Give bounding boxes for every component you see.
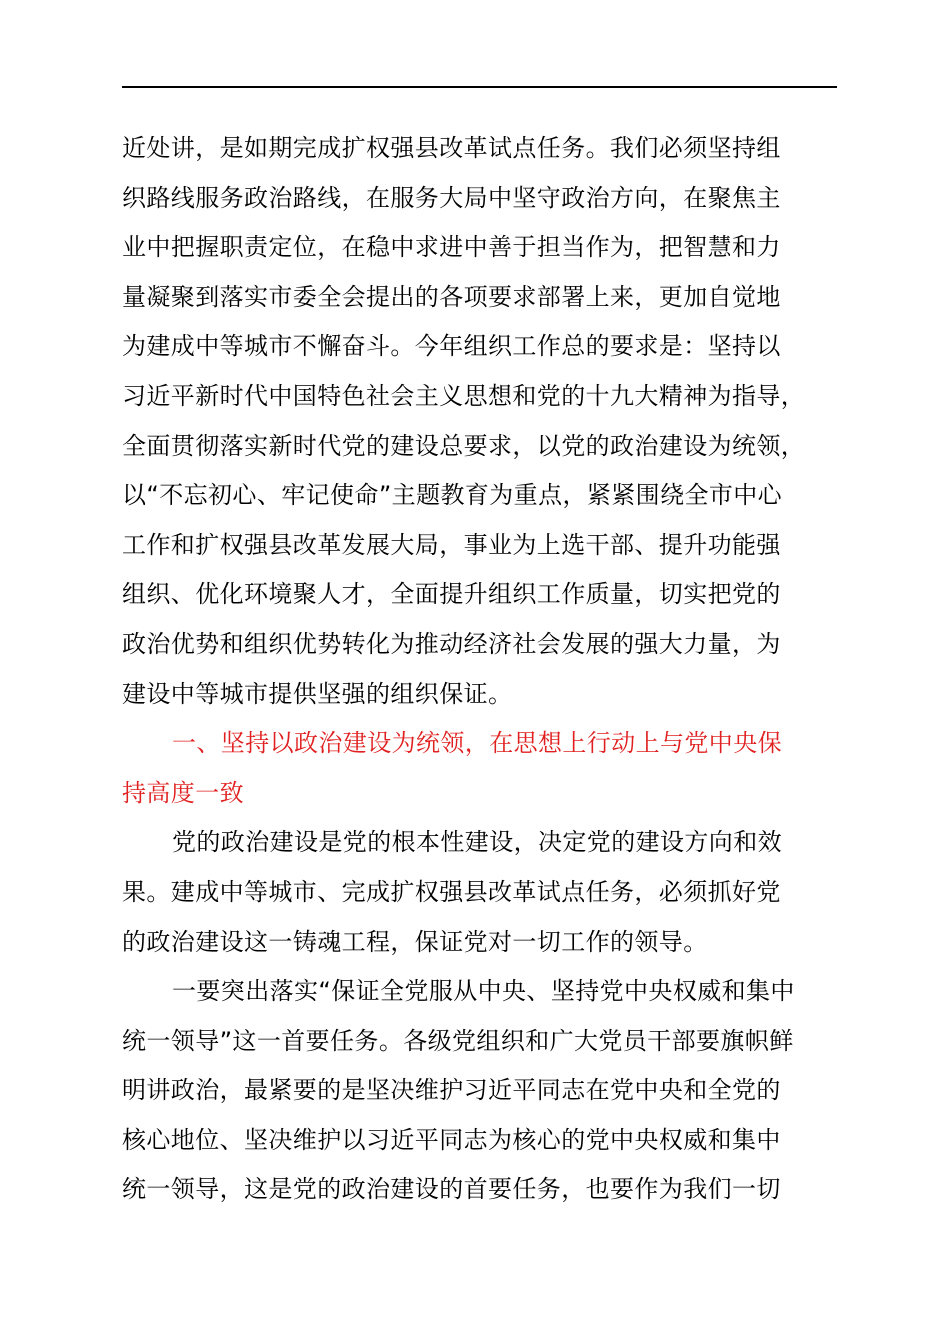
text-line: 建设中等城市提供坚强的组织保证。 (122, 679, 513, 708)
header-rule (122, 86, 837, 88)
text-line: 组织、优化环境聚人才，全面提升组织工作质量，切实把党的 (122, 580, 781, 609)
text-line: 织路线服务政治路线，在服务大局中坚守政治方向，在聚焦主 (122, 183, 781, 212)
text-line: 业中把握职责定位，在稳中求进中善于担当作为，把智慧和力 (122, 233, 781, 262)
text-line: 近处讲，是如期完成扩权强县改革试点任务。我们必须坚持组 (122, 134, 781, 162)
text-line: 统一领导，这是党的政治建设的首要任务，也要作为我们一切 (122, 1175, 781, 1204)
text-line: 核心地位、坚决维护以习近平同志为核心的党中央权威和集中 (122, 1125, 781, 1154)
text-line: 全面贯彻落实新时代党的建设总要求，以党的政治建设为统领， (122, 431, 806, 460)
text-line: 果。建成中等城市、完成扩权强县改革试点任务，必须抓好党 (122, 877, 781, 906)
text-line: 的政治建设这一铸魂工程，保证党对一切工作的领导。 (122, 927, 708, 956)
text-line: 为建成中等城市不懈奋斗。今年组织工作总的要求是：坚持以 (122, 332, 781, 361)
text-line: 统一领导”这一首要任务。各级党组织和广大党员干部要旗帜鲜 (122, 1026, 794, 1055)
section-heading: 一、坚持以政治建设为统领，在思想上行动上与党中央保 (172, 729, 782, 758)
text-line: 工作和扩权强县改革发展大局，事业为上选干部、提升功能强 (122, 530, 781, 559)
text-line: 一要突出落实“保证全党服从中央、坚持党中央权威和集中 (172, 977, 795, 1006)
text-line: 党的政治建设是党的根本性建设，决定党的建设方向和效 (172, 828, 782, 857)
text-line: 政治优势和组织优势转化为推动经济社会发展的强大力量，为 (122, 629, 781, 658)
document-body (122, 124, 862, 1215)
text-line: 习近平新时代中国特色社会主义思想和党的十九大精神为指导， (122, 381, 806, 410)
text-line: 以“不忘初心、牢记使命”主题教育为重点，紧紧围绕全市中心 (122, 481, 783, 510)
section-heading: 持高度一致 (122, 778, 244, 807)
text-line: 明讲政治，最紧要的是坚决维护习近平同志在党中央和全党的 (122, 1076, 781, 1105)
text-line: 量凝聚到落实市委全会提出的各项要求部署上来，更加自觉地 (122, 282, 781, 311)
